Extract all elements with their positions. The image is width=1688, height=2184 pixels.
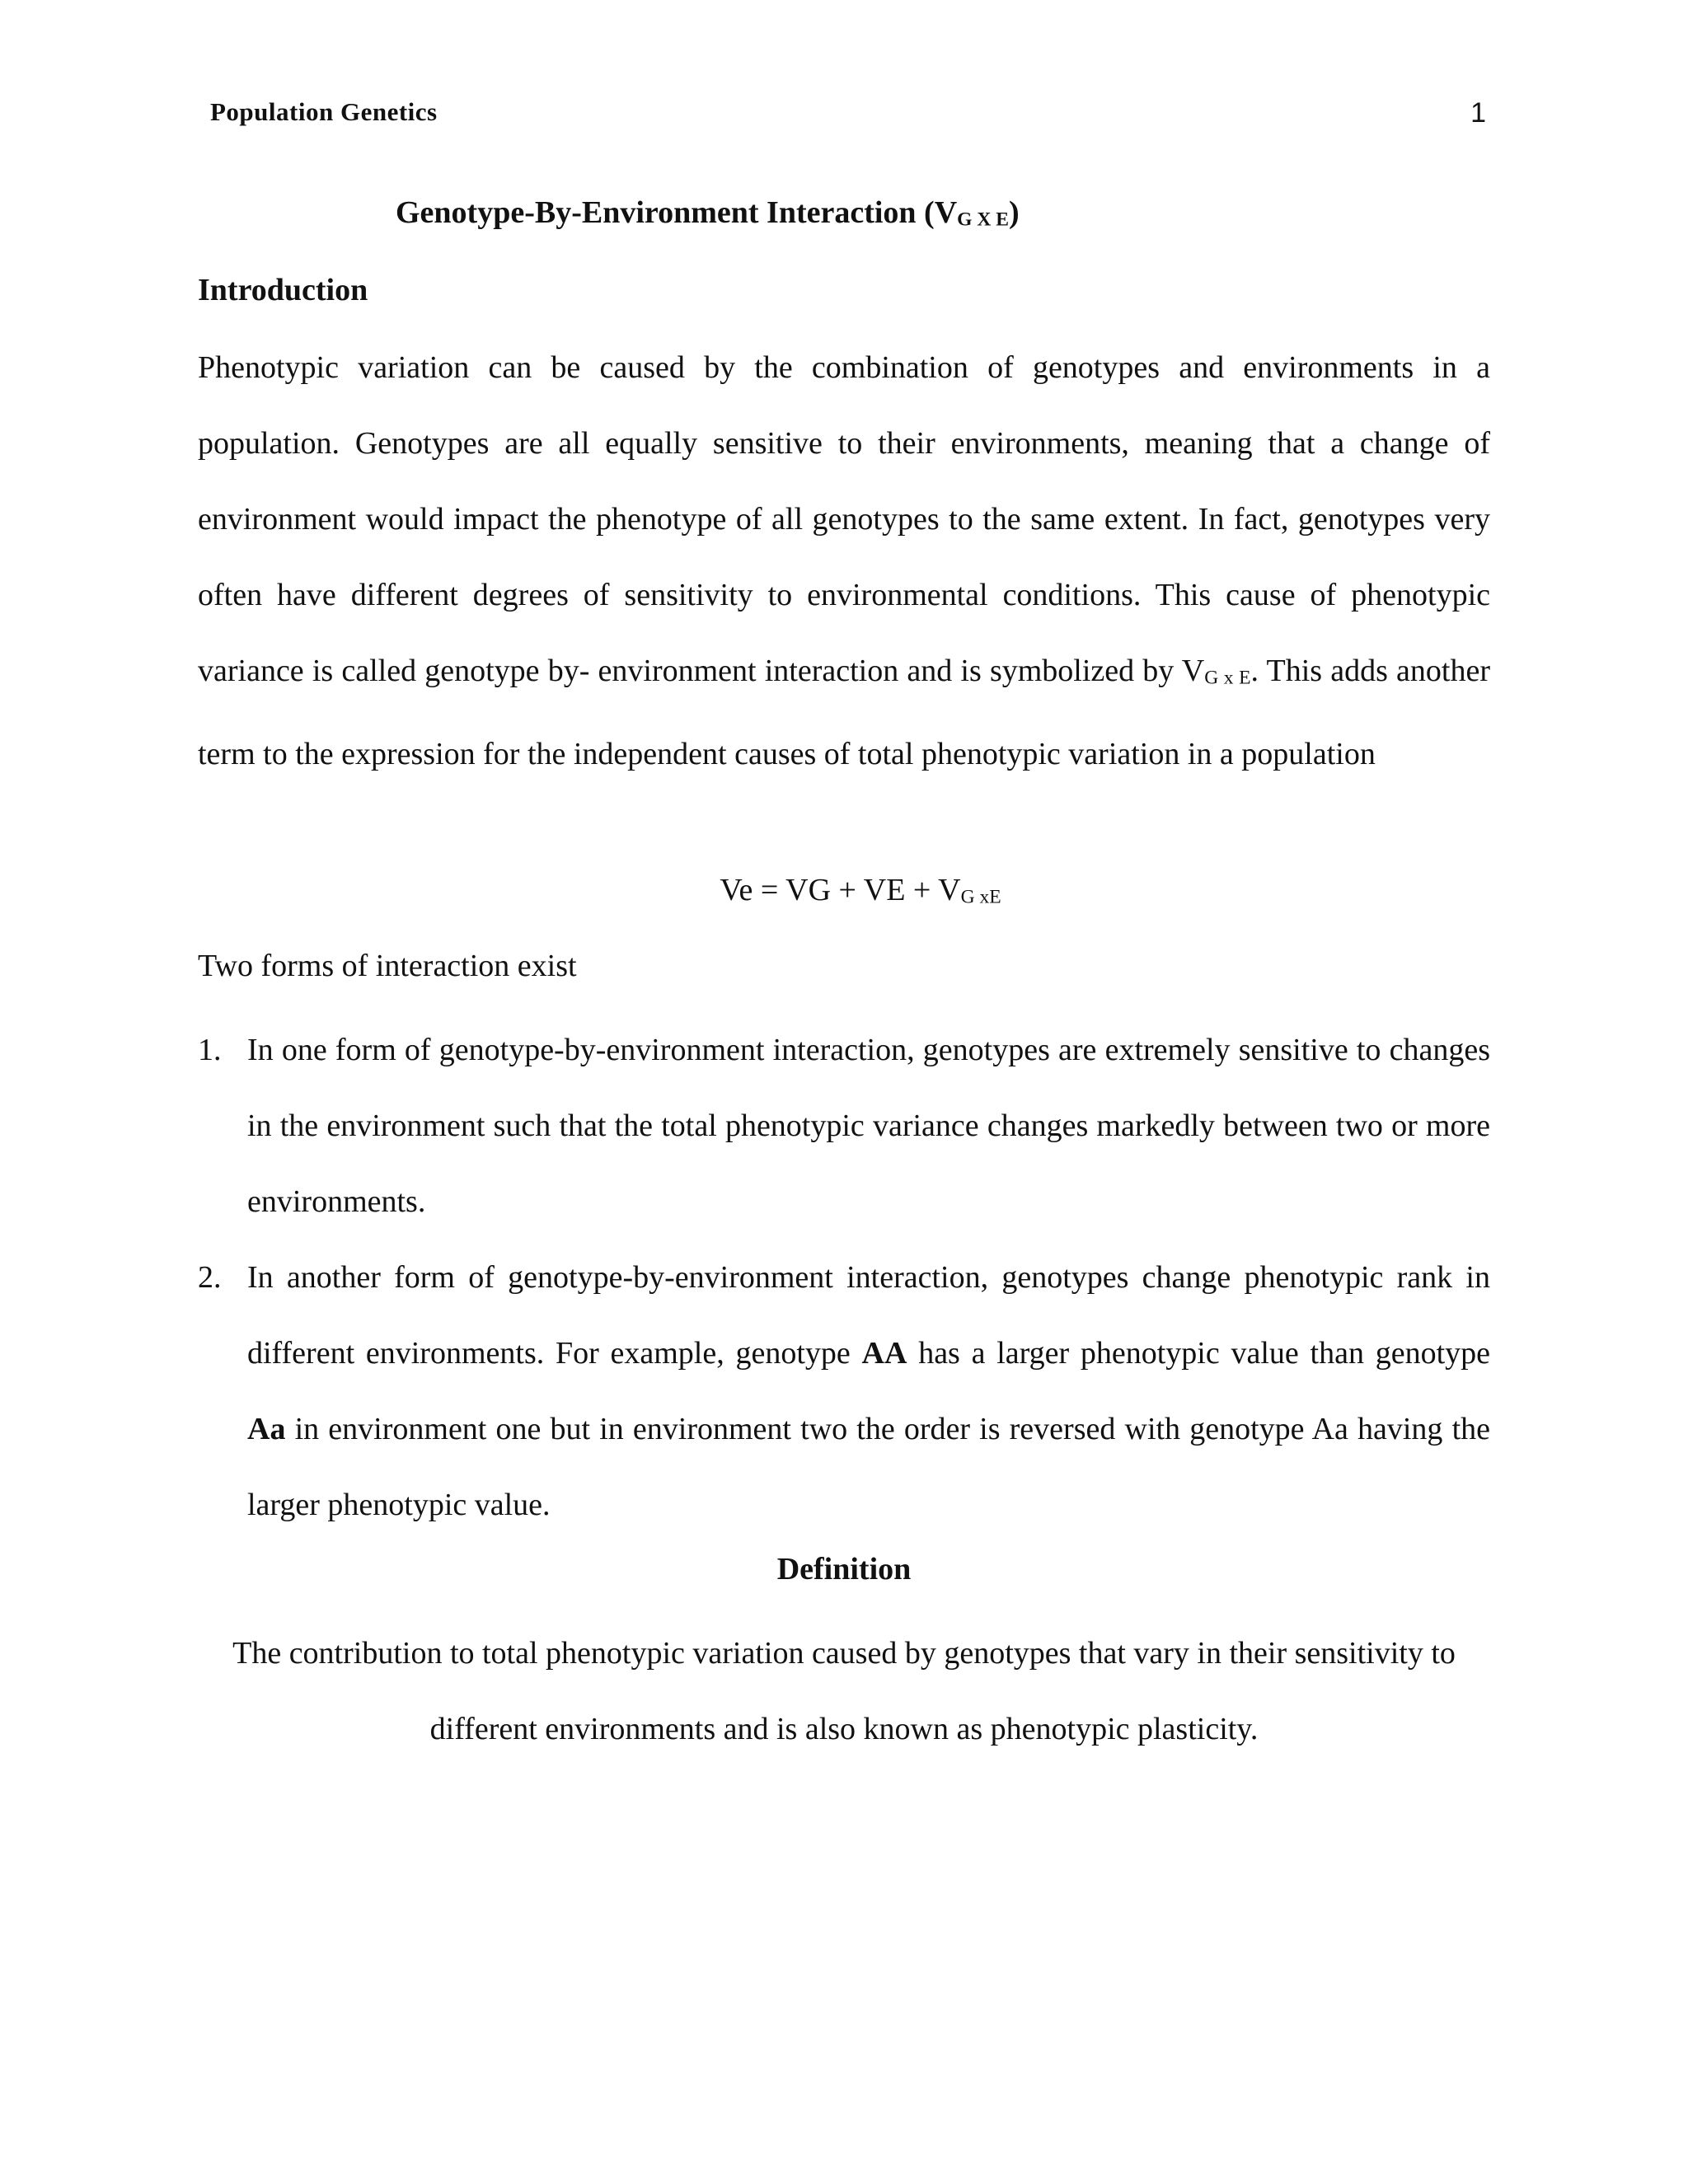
page-number: 1 bbox=[1470, 97, 1486, 129]
intro-text-main: Phenotypic variation can be caused by the combination of genotypes and environments in a population. Genotypes are all equally sensitive to their environments, meaning that a change of environment would impact the phenotype of all genotypes to the same extent. In fact, genotypes very often have different degrees of sensitivity to environmental conditions. This cause of phenotypic variance is called genotype by- environment interaction and is symbolized by V bbox=[198, 350, 1490, 688]
title-main: Genotype-By-Environment Interaction (V bbox=[396, 195, 958, 230]
list-item bbox=[198, 1240, 1490, 1543]
title-close: ) bbox=[1008, 195, 1020, 230]
definition-text: The contribution to total phenotypic variation caused by genotypes that vary in their sensitivity to different environments and is also known as phenotypic plasticity. bbox=[232, 1636, 1456, 1746]
genotype-Aa: Aa bbox=[247, 1412, 286, 1446]
list-item-text-b: has a larger phenotypic value than genotype bbox=[907, 1336, 1490, 1371]
intro-text-tail: . This adds another term to the expression for the independent causes of total phenotypic variation in a population bbox=[198, 654, 1490, 771]
forms-lead-text: Two forms of interaction exist bbox=[198, 949, 577, 983]
list-item bbox=[198, 1012, 1490, 1240]
genotype-AA: AA bbox=[861, 1336, 907, 1371]
variance-formula bbox=[0, 872, 1688, 909]
interaction-forms-list bbox=[198, 1012, 1490, 1543]
formula-text: Ve = VG + VE + V bbox=[720, 873, 961, 907]
page-title bbox=[396, 194, 1020, 232]
running-header: Population Genetics bbox=[210, 97, 438, 126]
list-marker: 2. bbox=[198, 1260, 222, 1295]
introduction-paragraph bbox=[198, 330, 1490, 792]
definition-heading: Definition bbox=[776, 1552, 912, 1586]
title-subscript: G X E bbox=[957, 209, 1009, 231]
list-item-text: In one form of genotype-by-environment interaction, genotypes are extremely sensitive to changes in the environment such that the total phenotypic variance changes markedly between two or more environments. bbox=[247, 1033, 1490, 1219]
list-item-text-a: In another form of genotype-by-environment interaction, genotypes change phenotypic rank in different environments. For example, genotype bbox=[247, 1260, 1490, 1371]
introduction-heading: Introduction bbox=[198, 273, 368, 307]
list-marker: 1. bbox=[198, 1033, 222, 1067]
intro-subscript: G x E bbox=[1204, 667, 1251, 689]
list-item-text-c: in environment one but in environment two the order is reversed with genotype Aa having the larger phenotypic value. bbox=[247, 1412, 1490, 1522]
formula-subscript: G xE bbox=[960, 886, 1001, 908]
